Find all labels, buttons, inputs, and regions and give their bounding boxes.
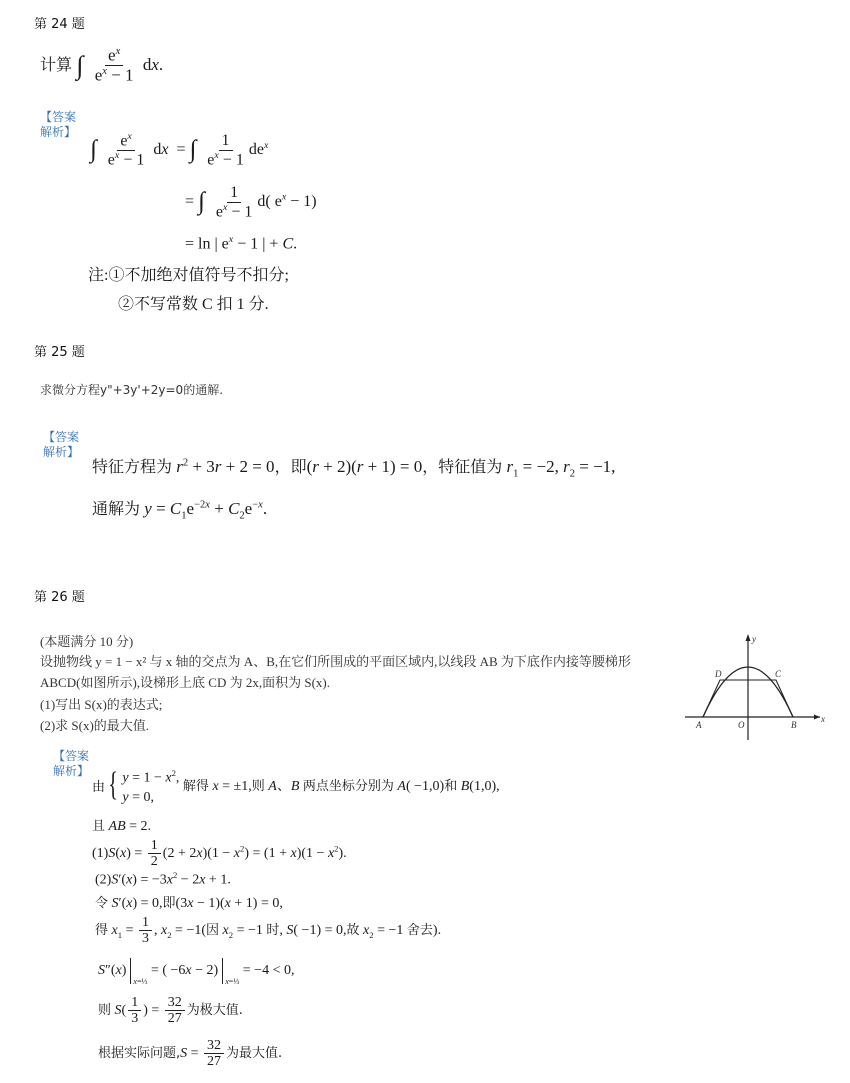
svg-text:B: B [791, 720, 797, 730]
q26-answer-line-8: 则 S( $\frac{1}{3}$ ) = $\frac{32}{27}$ 为极大值. [98, 995, 243, 1027]
svg-text:C: C [775, 669, 782, 679]
svg-text:y: y [752, 634, 756, 644]
q26-score: (本题满分 10 分) [40, 634, 134, 649]
svg-text:x: x [821, 714, 825, 724]
svg-text:D: D [715, 669, 722, 679]
q25-answer-line-2: 通解为 $y = C_1e^{-2x} + C_2e^{-x}$. [92, 499, 268, 522]
q24-answer-line-3: = ln | $e^x - 1$ | + C. [185, 234, 298, 253]
question-25-title: 第 25 题 [34, 345, 85, 360]
q24-note-2: ②不写常数 C 扣 1 分. [118, 296, 269, 313]
q26-answer-line-9: 根据实际问题,S = $\frac{32}{27}$ 为最大值. [98, 1038, 283, 1070]
q26-answer-line-2: 且 AB = 2. [92, 819, 152, 834]
q24-answer-line-1: ∫ $\frac{e^x}{e^x - 1}$ dx = ∫ $\frac{1}{e^x - 1}$ $de^x$ [90, 131, 269, 169]
q26-answer-line-1: 由 { $y = 1 - x^2$, y = 0, 解得 x = ±1,则 A、B 两点坐标分别为 A( −1,0)和 B(1,0), [92, 766, 500, 805]
q26-answer-line-5: 令 S′(x) = 0,即(3x − 1)(x + 1) = 0, [95, 896, 283, 911]
question-25-prompt: 求微分方程y"+3y'+2y=0的通解. [40, 383, 224, 397]
q24-answer-line-2: = ∫ $\frac{1}{e^x - 1}$ d( $e^x - 1$) [185, 184, 317, 220]
q26-question-line-2: ABCD(如图所示),设梯形上底 CD 为 2x,面积为 S(x). [40, 675, 330, 690]
q26-answer-line-6: 得 $x_1$ = $\frac{1}{3}$ , $x_2 = -1$(因 $x_2 = -1$ 时, S( −1) = 0,故 $x_2 = -1$ 舍去). [95, 915, 442, 947]
q26-question-line-1: 设抛物线 y = 1 − x² 与 x 轴的交点为 A、B,在它们所围成的平面区域内,以线段 AB 为下底作内接等腰梯形 [40, 654, 631, 669]
q26-answer-line-3: (1)S(x) = $\frac{1}{2}$ $(2 + 2x)(1 - x^2) = (1 + x)(1 - x^2)$. [92, 838, 347, 870]
answer-label-26: 【答案解析】 [53, 749, 90, 778]
svg-text:A: A [696, 720, 702, 730]
question-24-prompt: 计算 ∫ $\frac{e^x}{e^x - 1}$ dx. [40, 45, 164, 85]
question-26-title: 第 26 题 [34, 590, 85, 605]
parabola-trapezoid-figure [680, 630, 830, 745]
question-24-title: 第 24 题 [34, 17, 85, 32]
svg-text:O: O [738, 720, 745, 730]
answer-label-24: 【答案解析】 [40, 110, 77, 139]
q25-answer-line-1: 特征方程为 $r^2 + 3r + 2 = 0$，即(r + 2)(r + 1) = 0，特征值为 $r_1 = -2$, $r_2 = -1$, [92, 457, 616, 480]
q26-answer-line-4: $(2)S'(x) = -3x^2 - 2x + 1$. [95, 870, 231, 888]
q24-note-1: 注:①不加绝对值符号不扣分; [88, 267, 289, 284]
q26-question-line-4: (2)求 S(x)的最大值. [40, 718, 150, 733]
answer-label-25: 【答案解析】 [43, 430, 80, 459]
q26-question-line-3: (1)写出 S(x)的表达式; [40, 697, 163, 712]
q26-answer-line-7: $S''(x)_{x=\frac{1}{3}}$ = ( $-6x - 2)_{x=\frac{1}{3}} = -4 < 0$, [98, 958, 294, 984]
